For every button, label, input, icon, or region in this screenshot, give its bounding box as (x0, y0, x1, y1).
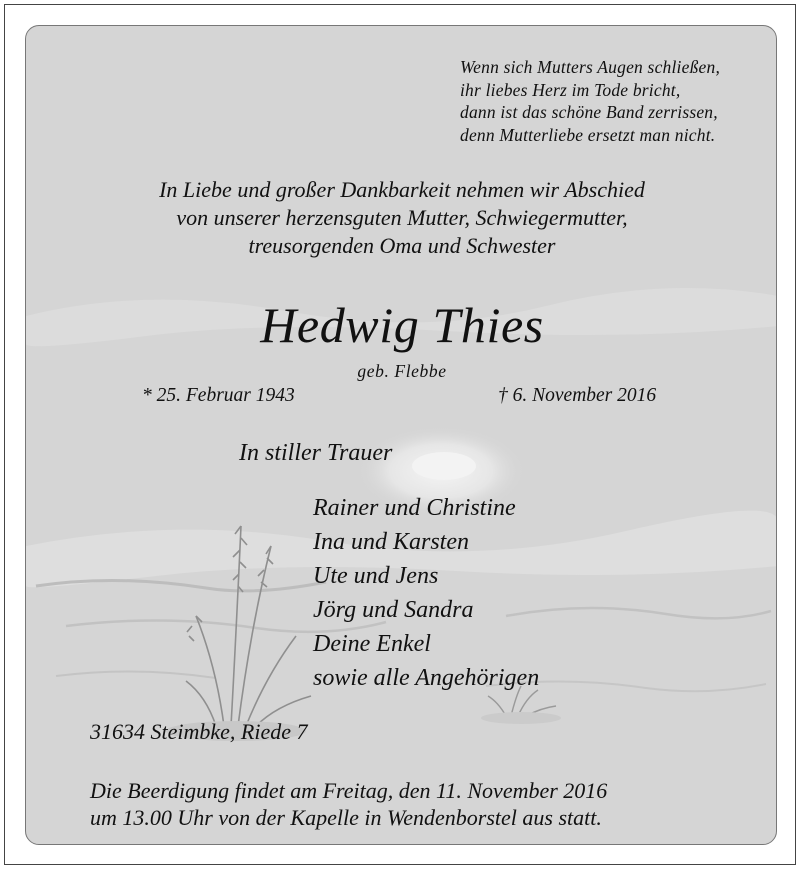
address: 31634 Steimbke, Riede 7 (90, 719, 308, 744)
mourning-heading: In stiller Trauer (239, 440, 393, 466)
poem-line: ihr liebes Herz im Tode bricht, (460, 79, 681, 100)
water-line (36, 580, 326, 590)
poem-line: denn Mutterliebe ersetzt man nicht. (460, 124, 716, 145)
water-line (56, 671, 216, 678)
poem (460, 56, 720, 146)
maiden-name: geb. Flebbe (357, 361, 447, 381)
sun (412, 452, 476, 480)
family-member: Ina und Karsten (313, 529, 469, 555)
death-date: † 6. November 2016 (498, 385, 657, 406)
water-line (506, 608, 771, 618)
family-member: sowie alle Angehörigen (313, 665, 540, 691)
poem-line: Wenn sich Mutters Augen schließen, (460, 57, 721, 77)
funeral-line: um 13.00 Uhr von der Kapelle in Wendenborstel aus statt. (90, 805, 602, 830)
family-member: Ute und Jens (313, 563, 439, 589)
poem-line: dann ist das schöne Band zerrissen, (460, 102, 718, 122)
intro-line: In Liebe und großer Dankbarkeit nehmen wir Abschied (159, 177, 645, 202)
funeral-line: Die Beerdigung findet am Freitag, den 11. November 2016 (90, 778, 608, 803)
deceased-name: Hedwig Thies (260, 297, 544, 353)
shore-shadow (481, 712, 561, 724)
intro-line: von unserer herzensguten Mutter, Schwiegermutter, (176, 205, 628, 230)
intro-text (26, 176, 777, 260)
funeral-notice (90, 777, 607, 831)
birth-date: * 25. Februar 1943 (142, 385, 295, 406)
family-member: Deine Enkel (313, 631, 431, 657)
family-list (313, 491, 539, 695)
family-member: Jörg und Sandra (313, 597, 474, 623)
intro-line: treusorgenden Oma und Schwester (248, 233, 556, 258)
obituary-card (25, 25, 777, 845)
family-member: Rainer und Christine (313, 495, 516, 521)
